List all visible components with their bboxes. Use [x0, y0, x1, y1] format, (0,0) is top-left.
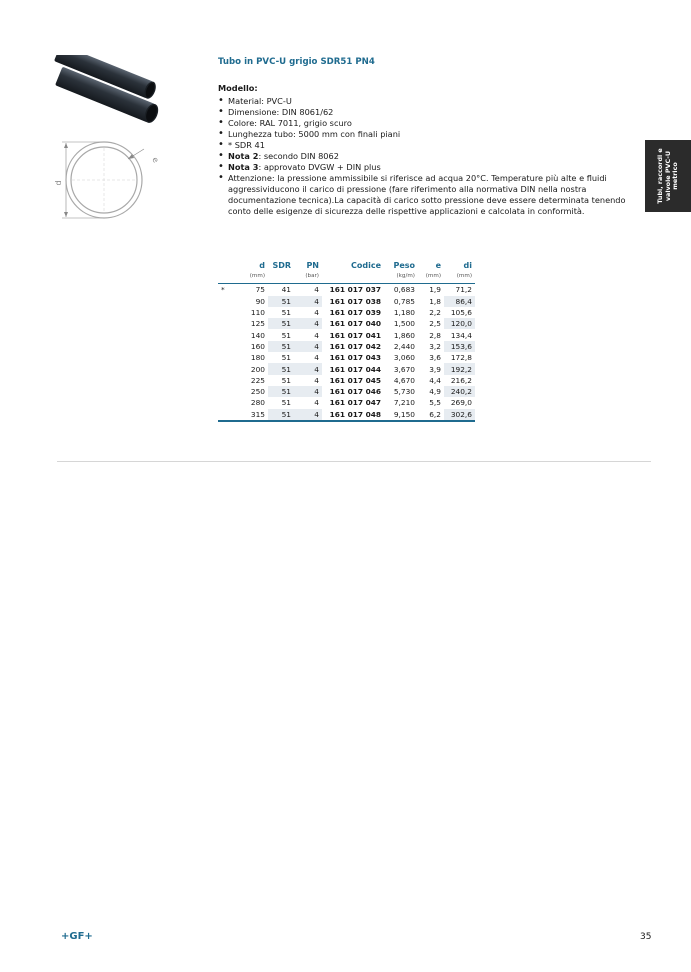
table-cell: 9,150 [384, 409, 418, 421]
table-cell: 225 [250, 375, 265, 385]
table-cell: 90 [255, 296, 265, 306]
table-cell: 7,210 [393, 398, 415, 408]
table-cell: 51 [281, 353, 291, 363]
column-header: di [463, 261, 472, 270]
column-header: PN [306, 261, 319, 270]
table-cell: 161 017 045 [329, 375, 381, 385]
spec-item: • Lunghezza tubo: 5000 mm con finali piani [218, 129, 643, 140]
table-cell: 0,683 [393, 285, 415, 295]
row-marker [218, 341, 230, 352]
table-cell: 4 [314, 285, 319, 295]
table-row [218, 284, 475, 296]
table-row [218, 341, 475, 352]
table-cell: 161 017 040 [329, 319, 381, 329]
table-cell: 5,5 [429, 398, 441, 408]
table-cell: 172,8 [450, 353, 472, 363]
table-cell: 2,2 [429, 308, 441, 318]
row-marker [218, 329, 230, 340]
table-cell: 2,440 [393, 341, 415, 351]
table-cell: 4 [314, 398, 319, 408]
spec-item: • Nota 2: secondo DIN 8062 [218, 151, 643, 162]
table-cell: 161 017 037 [329, 285, 381, 295]
spec-item: • Nota 3: approvato DVGW + DIN plus [218, 162, 643, 173]
model-heading: Modello: [218, 83, 258, 93]
row-marker [218, 296, 230, 307]
table-cell: 0,785 [393, 296, 415, 306]
wall-thickness-label: e [150, 155, 161, 165]
table-cell: 240,2 [444, 386, 475, 397]
table-cell: 1,9 [429, 285, 441, 295]
table-cell: 71,2 [455, 285, 472, 295]
unit-label [268, 270, 294, 284]
table-cell: 161 017 042 [329, 341, 381, 351]
table-cell: 51 [268, 341, 294, 352]
table-cell: 4,670 [393, 375, 415, 385]
row-marker [218, 318, 230, 329]
column-header: d [259, 261, 265, 270]
table-cell: 1,500 [393, 319, 415, 329]
table-row [218, 296, 475, 307]
table-cell: 4 [314, 375, 319, 385]
product-title: Tubo in PVC-U grigio SDR51 PN4 [218, 57, 375, 67]
row-marker [218, 352, 230, 363]
row-marker: * [221, 285, 225, 295]
spec-item: • Attenzione: la pressione ammissibile si riferisce ad acqua 20°C. Temperature più alte e fluidi aggressividucono il carico di pressione (fare riferimento alla normativa DIN nella nostra documentazione tecnica).La capacità di carico sotto pressione deve essere determinata tenendo conto delle esigenze di sicurezza delle rispettive applicazioni e calcolata in conformità. [218, 173, 643, 217]
table-cell: 160 [250, 341, 265, 351]
table-cell: 3,9 [429, 364, 441, 374]
table-cell: 3,060 [393, 353, 415, 363]
table-cell: 4 [294, 386, 322, 397]
table-cell: 4 [294, 296, 322, 307]
table-cell: 153,6 [444, 341, 475, 352]
row-marker [218, 375, 230, 386]
table-cell: 4,4 [429, 375, 441, 385]
spec-item: • Colore: RAL 7011, grigio scuro [218, 118, 643, 129]
table-cell: 51 [268, 409, 294, 421]
table-cell: 51 [281, 375, 291, 385]
table-cell: 3,2 [429, 341, 441, 351]
table-cell: 6,2 [418, 409, 444, 421]
table-cell: 110 [250, 308, 265, 318]
table-cell: 2,5 [429, 319, 441, 329]
section-divider [57, 461, 651, 462]
pipe-photo [52, 55, 162, 125]
table-row [218, 409, 475, 421]
page-number: 35 [640, 932, 652, 942]
table-cell: 51 [268, 386, 294, 397]
table-cell: 120,0 [444, 318, 475, 329]
table-row [218, 307, 475, 318]
row-marker [218, 307, 230, 318]
section-side-tab [645, 140, 691, 212]
table-cell: 4 [314, 308, 319, 318]
table-cell: 4,9 [429, 387, 441, 397]
table-cell: 161 017 047 [329, 398, 381, 408]
table-cell: 4 [294, 318, 322, 329]
table-cell: 1,8 [429, 296, 441, 306]
table-row [218, 386, 475, 397]
table-cell: 161 017 048 [322, 409, 384, 421]
unit-label: (mm) [230, 270, 268, 284]
table-cell: 51 [268, 318, 294, 329]
table-cell: 41 [281, 285, 291, 295]
table-row [218, 397, 475, 408]
row-marker [218, 363, 230, 374]
table-cell: 51 [281, 308, 291, 318]
table-cell: 161 017 044 [329, 364, 381, 374]
unit-label: (bar) [294, 270, 322, 284]
table-cell: 280 [250, 398, 265, 408]
section-side-tab-label: Tubi, raccordi e valvole PVC-U metrico [655, 148, 679, 204]
table-cell: 51 [268, 296, 294, 307]
table-cell: 51 [268, 363, 294, 374]
column-header: e [435, 261, 441, 270]
table-cell: 105,6 [450, 308, 472, 318]
table-cell: 3,6 [429, 353, 441, 363]
unit-label: (mm) [418, 270, 444, 284]
table-row [218, 352, 475, 363]
table-cell: 4 [294, 409, 322, 421]
table-cell: 3,670 [393, 364, 415, 374]
table-cell: 161 017 039 [329, 308, 381, 318]
table-cell: 86,4 [444, 296, 475, 307]
product-table [218, 261, 475, 422]
table-cell: 4 [294, 363, 322, 374]
table-row [218, 318, 475, 329]
unit-label: (mm) [444, 270, 475, 284]
table-cell: 134,4 [450, 330, 472, 340]
table-cell: 302,6 [444, 409, 475, 421]
column-header: SDR [272, 261, 291, 270]
diameter-label: d [54, 180, 63, 186]
table-cell: 4 [314, 330, 319, 340]
table-cell: 161 017 043 [329, 353, 381, 363]
table-cell: 192,2 [444, 363, 475, 374]
row-marker [218, 386, 230, 397]
table-cell: 125 [250, 319, 265, 329]
table-cell: 4 [294, 341, 322, 352]
table-cell: 5,730 [393, 387, 415, 397]
row-marker [218, 397, 230, 408]
table-cell: 51 [281, 398, 291, 408]
column-header: Codice [350, 261, 381, 270]
unit-label [322, 270, 384, 284]
table-row [218, 363, 475, 374]
spec-list [218, 96, 643, 217]
table-row [218, 329, 475, 340]
table-cell: 250 [250, 387, 265, 397]
table-cell: 200 [250, 364, 265, 374]
table-units-row [218, 270, 475, 284]
table-cell: 161 017 046 [329, 387, 381, 397]
spec-item: • Material: PVC-U [218, 96, 643, 107]
spec-item: • * SDR 41 [218, 140, 643, 151]
table-cell: 161 017 041 [329, 330, 381, 340]
table-cell: 4 [314, 353, 319, 363]
spec-item: • Dimensione: DIN 8061/62 [218, 107, 643, 118]
gf-logo: +GF+ [61, 931, 93, 942]
table-row [218, 375, 475, 386]
table-cell: 2,8 [429, 330, 441, 340]
column-header: Peso [393, 261, 415, 270]
table-cell: 216,2 [450, 375, 472, 385]
table-cell: 1,860 [393, 330, 415, 340]
unit-label: (kg/m) [384, 270, 418, 284]
table-cell: 161 017 038 [329, 296, 381, 306]
table-cell: 140 [250, 330, 265, 340]
table-cell: 269,0 [450, 398, 472, 408]
row-marker [218, 409, 230, 421]
table-cell: 51 [281, 330, 291, 340]
table-cell: 75 [255, 285, 265, 295]
table-cell: 180 [250, 353, 265, 363]
pipe-cross-section-diagram [52, 135, 172, 230]
table-cell: 1,180 [393, 308, 415, 318]
table-cell: 315 [230, 409, 268, 421]
table-header-row [218, 261, 475, 270]
